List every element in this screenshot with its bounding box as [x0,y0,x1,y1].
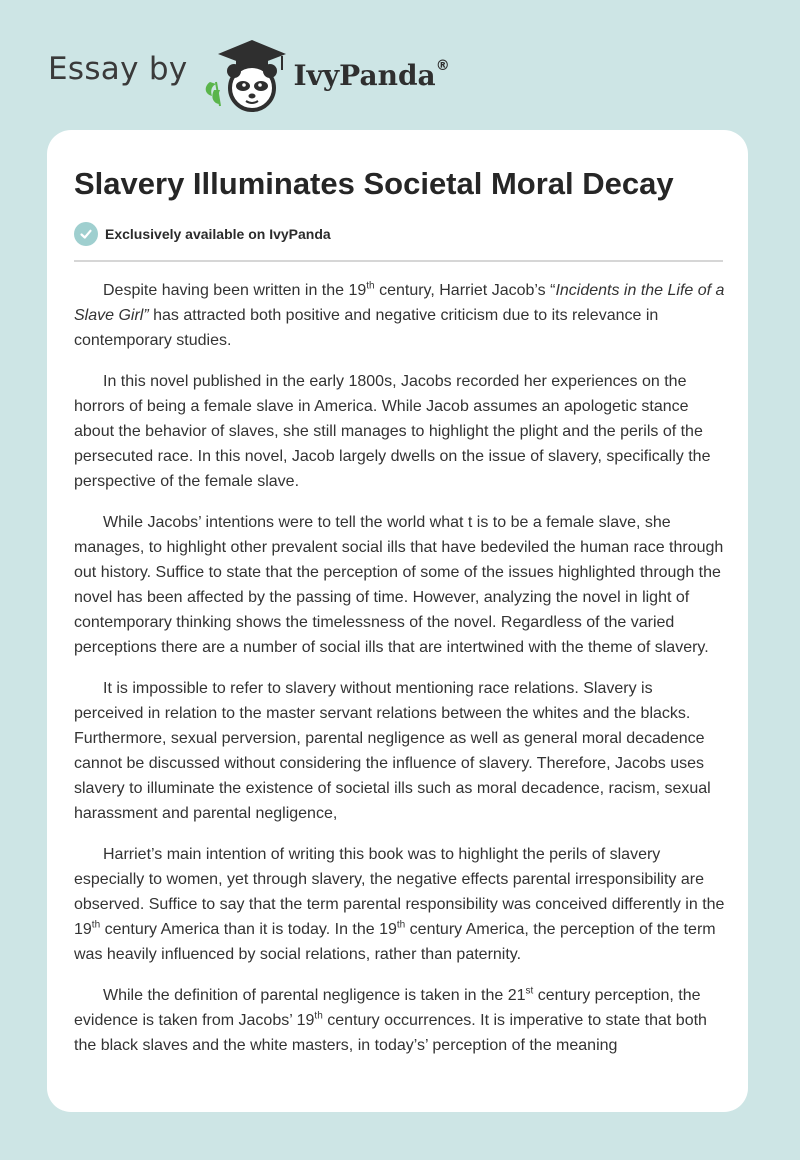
brand-header[interactable] [48,34,450,114]
essay-by-label: Essay by [48,51,188,87]
ivy-leaf-icon [205,82,219,106]
exclusive-badge [74,222,331,246]
badge-label: Exclusively available on IvyPanda [105,226,331,242]
divider [74,260,723,262]
paragraph-2: In this novel published in the early 1800s, Jacobs recorded her experiences on the horrors of being a female slave in America. While Jacob assumes an apologetic stance about the behavior of slaves, she still manages to highlight the plight and the perils of the persecuted race. In this novel, Jacob largely dwells on the issue of slavery, specifically the perspective of the female slave. [74,373,711,490]
essay-card [47,130,748,1112]
brand-name: IvyPanda® [293,58,450,92]
paragraph-3: While Jacobs’ intentions were to tell the world what t is to be a female slave, she manages, to highlight other prevalent social ills that have bedeviled the human race through out history. Suffice to state that the perception of some of the issues highlighted through the novel has been affected by the passing of time. However, analyzing the novel in light of contemporary thinking shows the timelessness of the novel. Regardless of the varied perceptions there are a number of social ills that are intertwined with the theme of slavery. [74,514,724,656]
book-title: Incidents in the Life of a Slave Girl” [74,282,725,324]
registered-mark: ® [435,58,450,75]
paragraph-1: Despite having been written in the 19th century, Harriet Jacob’s “Incidents in the Life of a Slave Girl” has attracted both positive and negative criticism due to its relevance in contemporary studies. [74,280,725,349]
essay-body [74,278,726,1074]
paragraph-6: While the definition of parental negligence is taken in the 21st century perception, the evidence is taken from Jacobs’ 19th century occurrences. It is imperative to state that both the black slaves and the white masters, in today’s’ perception of the meaning [74,985,707,1054]
paragraph-4: It is impossible to refer to slavery without mentioning race relations. Slavery is perceived in relation to the master servant relations between the whites and the blacks. Furthermore, sexual perversion, parental negligence as well as general moral decadence cannot be discussed without considering the influence of slavery. Therefore, Jacobs uses slavery to illuminate the existence of societal ills such as moral decadence, racism, sexual harassment and parental negligence, [74,680,711,822]
paragraph-5: Harriet’s main intention of writing this book was to highlight the perils of slavery especially to women, yet through slavery, the negative effects parental irresponsibility are observed. Suffice to say that the term parental responsibility was conceived differently in the 19th century America than it is today. In the 19th century America, the perception of the term was heavily influenced by social relations, rather than paternity. [74,846,725,963]
check-icon [74,222,98,246]
panda-graduate-icon [200,34,292,114]
page-title: Slavery Illuminates Societal Moral Decay [74,166,674,201]
